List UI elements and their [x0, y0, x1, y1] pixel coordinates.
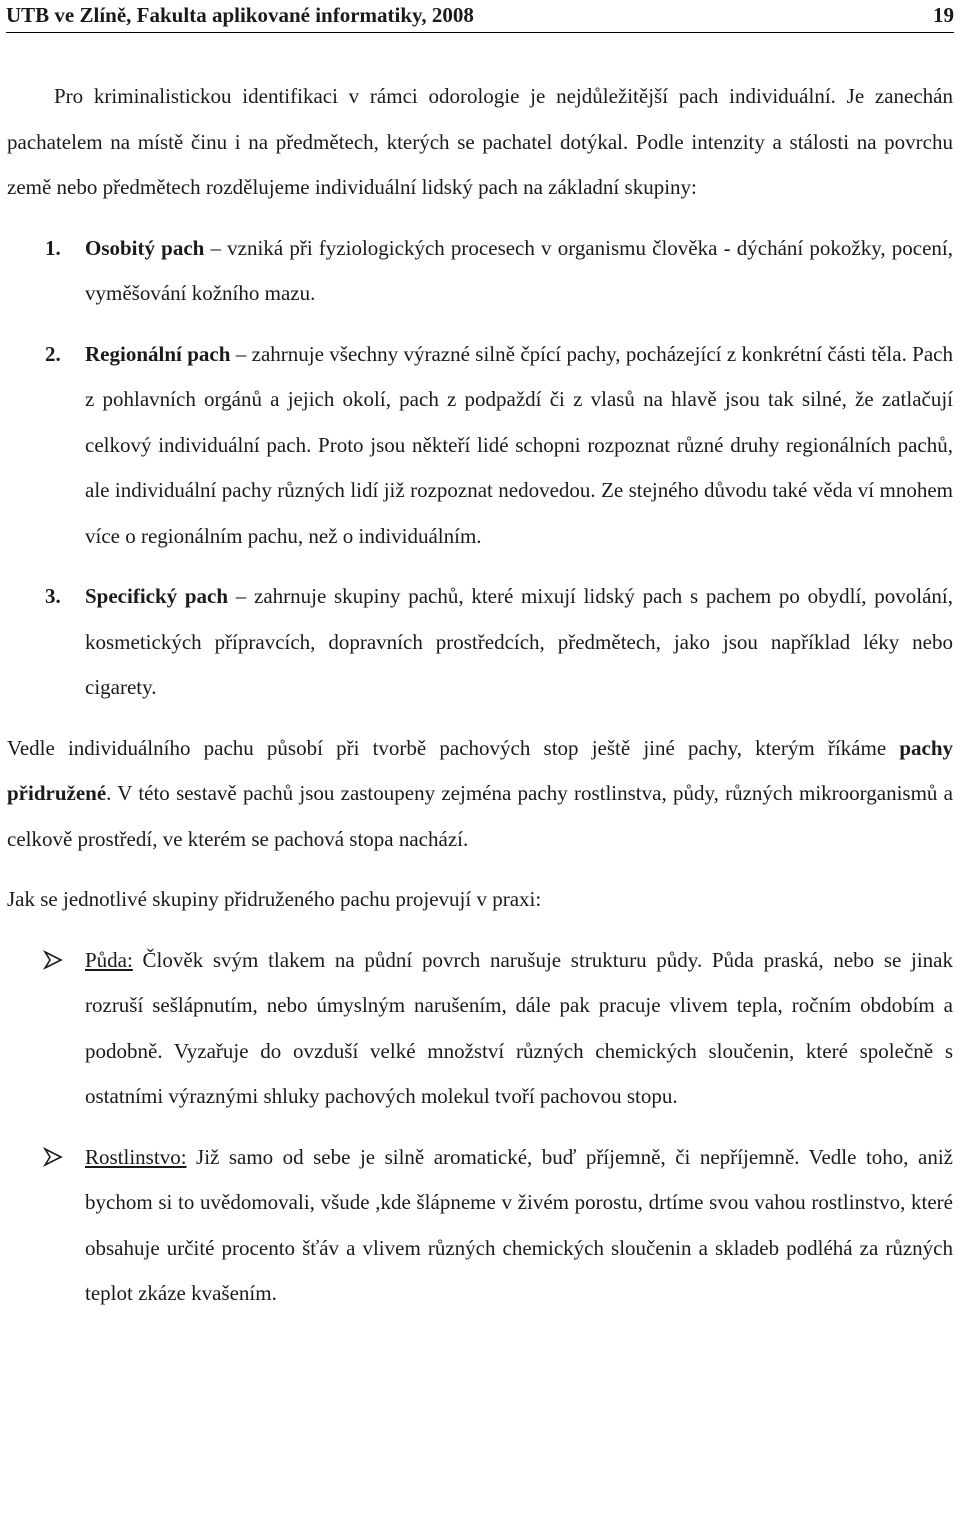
- numbered-item-3: [7, 574, 953, 711]
- bullet-text: Již samo od sebe je silně aromatické, buď příjemně, či nepříjemně. Vedle toho, aniž bychom si to uvědomovali, všude ,kde šlápneme v živém porostu, drtíme svou vahou rostlinstvo, které obsahuje určité procento šťáv a vlivem různých chemických sloučenin a skladeb podléhá za různých teplot zkáze kvašením.: [85, 1144, 953, 1305]
- header-title: UTB ve Zlíně, Fakulta aplikované informatiky, 2008: [6, 3, 474, 27]
- page-header: [6, 0, 954, 33]
- bullet-label: Rostlinstvo:: [85, 1144, 187, 1169]
- arrowhead-bullet-icon: [43, 950, 63, 970]
- item-text: – vzniká při fyziologických procesech v organismu člověka - dýchání pokožky, pocení, vyměšování kožního mazu.: [85, 235, 953, 305]
- item-term: Osobitý pach: [85, 235, 205, 260]
- intro-paragraph: Pro kriminalistickou identifikaci v rámci odorologie je nejdůležitější pach individuální. Je zanechán pachatelem na místě činu i na předmětech, kterých se pachatel dotýkal. Podle intenzity a stálosti na povrchu země nebo předmětech rozdělujeme individuální lidský pach na základní skupiny:: [7, 84, 953, 199]
- numbered-item-2: [7, 332, 953, 560]
- item-number: 3.: [45, 584, 61, 608]
- item-number: 1.: [45, 235, 61, 260]
- bullet-item-vegetation: [7, 1135, 953, 1317]
- associated-paragraph: [7, 726, 953, 863]
- numbered-item-1: [7, 226, 953, 317]
- item-text: – zahrnuje skupiny pachů, které mixují lidský pach s pachem po obydlí, povolání, kosmetických přípravcích, dopravních prostředcích, předmětech, jako jsou například léky nebo cigarety.: [85, 584, 953, 699]
- arrowhead-bullet-icon: [43, 1147, 63, 1167]
- bullet-item-soil: [7, 938, 953, 1120]
- item-text: – zahrnuje všechny výrazné silně čpící pachy, pocházející z konkrétní části těla. Pach z pohlavních orgánů a jejich okolí, pach z podpaždí či z vlasů na hlavě jsou tak silné, že zatlačují celkový individuální pach. Proto jsou někteří lidé schopni rozpoznat různé druhy regionálních pachů, ale individuální pachy různých lidí již rozpoznat nedovedou. Ze stejného důvodu také věda ví mnohem více o regionálním pachu, než o individuálním.: [85, 341, 954, 548]
- page-number: 19: [933, 3, 954, 27]
- associated-after: . V této sestavě pachů jsou zastoupeny zejména pachy rostlinstva, půdy, různých mikroorganismů a celkově prostředí, ve kterém se pachová stopa nachází.: [7, 781, 953, 851]
- bullet-text: Člověk svým tlakem na půdní povrch narušuje strukturu půdy. Půda praská, nebo se jinak rozruší sešlápnutím, nebo úmyslným narušením, dále pak pracuje vlivem tepla, ročním obdobím a podobně. Vyzařuje do ovzduší velké množství různých chemických sloučenin, které společně s ostatními výraznými shluky pachových molekul tvoří pachovou stopu.: [85, 947, 953, 1108]
- bullet-label: Půda:: [85, 947, 133, 972]
- associated-before: Vedle individuálního pachu působí při tvorbě pachových stop ještě jiné pachy, kterým říkáme: [7, 735, 900, 760]
- associated-term: pachy přidružené: [7, 735, 953, 805]
- item-number: 2.: [45, 341, 61, 366]
- item-term: Regionální pach: [85, 341, 231, 366]
- item-term: Specifický pach: [85, 584, 229, 608]
- document-body: [7, 74, 953, 1317]
- practice-intro: Jak se jednotlivé skupiny přidruženého pachu projevují v praxi:: [7, 887, 542, 911]
